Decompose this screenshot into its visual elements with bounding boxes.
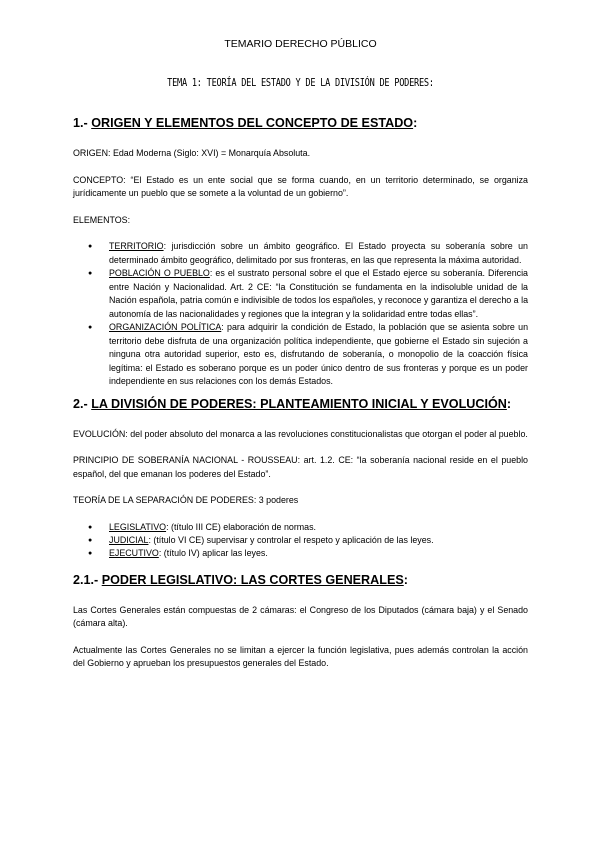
teoria-paragraph: TEORÍA DE LA SEPARACIÓN DE PODERES: 3 poderes (73, 495, 299, 505)
section-2-1-title: PODER LEGISLATIVO: LAS CORTES GENERALES (101, 572, 404, 587)
desc-territorio: : jurisdicción sobre un ámbito geográfico. El Estado proyecta su soberanía sobre un determinado ámbito geográfico, delimitado por sus fronteras, en las que representa la máxima autoridad. (109, 241, 528, 265)
desc-ejecutivo: : (título IV) aplicar las leyes. (158, 547, 268, 558)
section-2-1-heading (73, 573, 528, 587)
section-1-title: ORIGEN Y ELEMENTOS DEL CONCEPTO DE ESTADO (91, 116, 414, 130)
desc-organizacion: : para adquirir la condición de Estado, la población que se asienta sobre un territorio debe disfruta de una organización política independiente, que gobierne el Estado sin sujeción a ninguna otra autoridad superior, esto es, disfrutando de soberanía, o monopolio de la coacción física legítima: el Estado es soberano porque es un poder único dentro de sus fronteras y porque es un poder independiente en sus relaciones con los demás Estados. (109, 322, 529, 386)
term-organizacion: ORGANIZACIÓN POLÍTICA (109, 322, 222, 332)
term-poblacion: POBLACIÓN O PUEBLO (109, 268, 210, 278)
section-2-number: 2.- (73, 396, 92, 411)
cortes-paragraph-2: Actualmente las Cortes Generales no se limitan a ejercer la función legislativa, pues además controlan la acción del Gobierno y aprueban los presupuestos generales del Estado. (73, 644, 528, 668)
section-2-title: LA DIVISIÓN DE PODERES: PLANTEAMIENTO INICIAL Y EVOLUCIÓN (91, 396, 507, 411)
section-2-1-number: 2.1.- (73, 572, 102, 587)
section-2-1-trail: : (403, 572, 408, 587)
origen-paragraph: ORIGEN: Edad Moderna (Siglo: XVI) = Monarquía Absoluta. (73, 148, 311, 158)
cortes-paragraph-1: Las Cortes Generales están compuestas de 2 cámaras: el Congreso de los Diputados (cámara baja) y el Senado (cámara alta). (73, 604, 528, 628)
elementos-list (73, 240, 528, 389)
desc-judicial: : (título VI CE) supervisar y controlar el respeto y aplicación de las leyes. (148, 534, 434, 545)
poderes-list (73, 521, 528, 560)
desc-legislativo: : (título III CE) elaboración de normas. (166, 521, 317, 532)
term-territorio: TERRITORIO (109, 241, 164, 251)
document-subtitle: TEMA 1: TEORÍA DEL ESTADO Y DE LA DIVISIÓN DE PODERES: (167, 76, 434, 89)
section-2-trail: : (506, 396, 512, 411)
document-body (73, 38, 528, 671)
section-1-number: 1.- (73, 116, 92, 130)
soberania-paragraph: PRINCIPIO DE SOBERANÍA NACIONAL - ROUSSEAU: art. 1.2. CE: “la soberanía nacional reside en el pueblo español, del que emanan los poderes del Estado”. (73, 455, 528, 479)
section-2-heading (73, 397, 528, 411)
elementos-label: ELEMENTOS: (73, 214, 131, 225)
list-item-ejecutivo (73, 547, 528, 560)
list-item-legislativo (73, 521, 528, 534)
list-item-poblacion (73, 267, 528, 321)
section-1-heading (73, 116, 528, 130)
term-ejecutivo: EJECUTIVO (109, 547, 159, 558)
list-item-territorio (73, 240, 528, 267)
section-1-trail: : (413, 116, 418, 130)
list-item-judicial (73, 534, 528, 547)
document-header: TEMARIO DERECHO PÚBLICO (224, 38, 377, 50)
term-legislativo: LEGISLATIVO (109, 521, 167, 532)
concepto-paragraph: CONCEPTO: “El Estado es un ente social que se forma cuando, en un territorio determinado, se organiza jurídicamente un pueblo que se somete a la voluntad de un gobierno”. (73, 174, 528, 198)
term-judicial: JUDICIAL (109, 534, 149, 545)
evolucion-paragraph: EVOLUCIÓN: del poder absoluto del monarca a las revoluciones constitucionalistas que otorgan el poder al pueblo. (73, 428, 528, 439)
list-item-organizacion (73, 321, 528, 389)
desc-poblacion: : es el sustrato personal sobre el que el Estado ejerce su soberanía. Diferencia entre Nación y Nacionalidad. Art. 2 CE: “la Constitución se fundamenta en la indisoluble unidad de la Nación española, patria común e indivisible de todos los españoles, y reconoce y garantiza el derecho a la autonomía de las nacionalidades y regiones que la integran y la solidaridad entre todas ellas”. (109, 268, 528, 319)
